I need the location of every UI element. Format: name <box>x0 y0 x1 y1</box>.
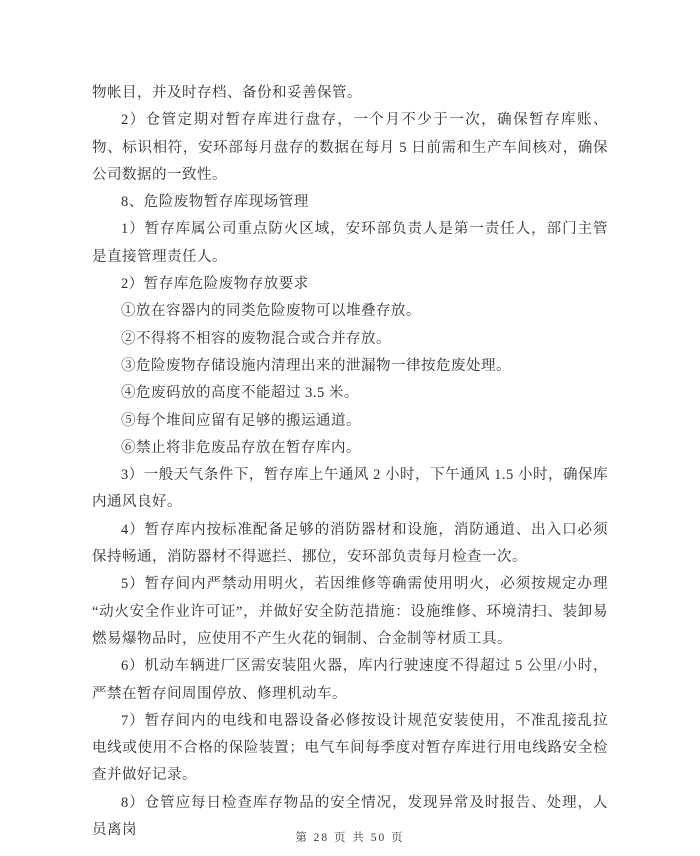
page-number-footer: 第 28 页 共 50 页 <box>295 832 405 844</box>
paragraph: ③危险废物存储设施内清理出来的泄漏物一律按危废处理。 <box>121 357 511 374</box>
paragraph: 8、危险废物暂存库现场管理 <box>121 194 309 211</box>
paragraph: 5）暂存间内严禁动用明火，若因维修等确需使用明火，必须按规定办理“动火安全作业许可证”，并做好安全防范措施：设施维修、环境清扫、装卸易燃易爆物品时，应使用不产生火花的铜制、合金制等材质工具。 <box>92 576 608 647</box>
paragraph: 6）机动车辆进厂区需安装阻火器，库内行驶速度不得超过 5 公里/小时，严禁在暂存间周围停放、修理机动车。 <box>92 658 608 702</box>
paragraph: ⑥禁止将非危废品存放在暂存库内。 <box>121 439 361 456</box>
paragraph: 3）一般天气条件下，暂存库上午通风 2 小时，下午通风 1.5 小时，确保库内通风良好。 <box>92 467 608 511</box>
paragraph: ②不得将不相容的废物混合或合并存放。 <box>121 330 391 347</box>
document-paragraphs <box>92 80 608 844</box>
paragraph: 物帐目，并及时存档、备份和妥善保管。 <box>92 85 362 101</box>
paragraph: 8）仓管应每日检查库存物品的安全情况，发现异常及时报告、处理，人员离岗 <box>92 794 608 839</box>
paragraph: 2）暂存库危险废物存放要求 <box>121 276 309 293</box>
paragraph: 1）暂存库属公司重点防火区域，安环部负责人是第一责任人，部门主管是直接管理责任人。 <box>92 221 608 265</box>
paragraph: 4）暂存库内按标准配备足够的消防器材和设施，消防通道、出入口必须保持畅通，消防器材不得遮拦、挪位，安环部负责每月检查一次。 <box>92 521 608 566</box>
paragraph: ④危废码放的高度不能超过 3.5 米。 <box>121 385 359 402</box>
paragraph: ⑤每个堆间应留有足够的搬运通道。 <box>121 412 361 429</box>
paragraph: ①放在容器内的同类危险废物可以堆叠存放。 <box>121 303 421 320</box>
paragraph: 2）仓管定期对暂存库进行盘存，一个月不少于一次，确保暂存库账、物、标识相符，安环部每月盘存的数据在每月 5 日前需和生产车间核对，确保公司数据的一致性。 <box>92 112 608 183</box>
paragraph: 7）暂存间内的电线和电器设备必修按设计规范安装使用，不准乱接乱拉电线或使用不合格的保险装置；电气车间每季度对暂存库进行用电线路安全检查并做好记录。 <box>92 712 608 784</box>
